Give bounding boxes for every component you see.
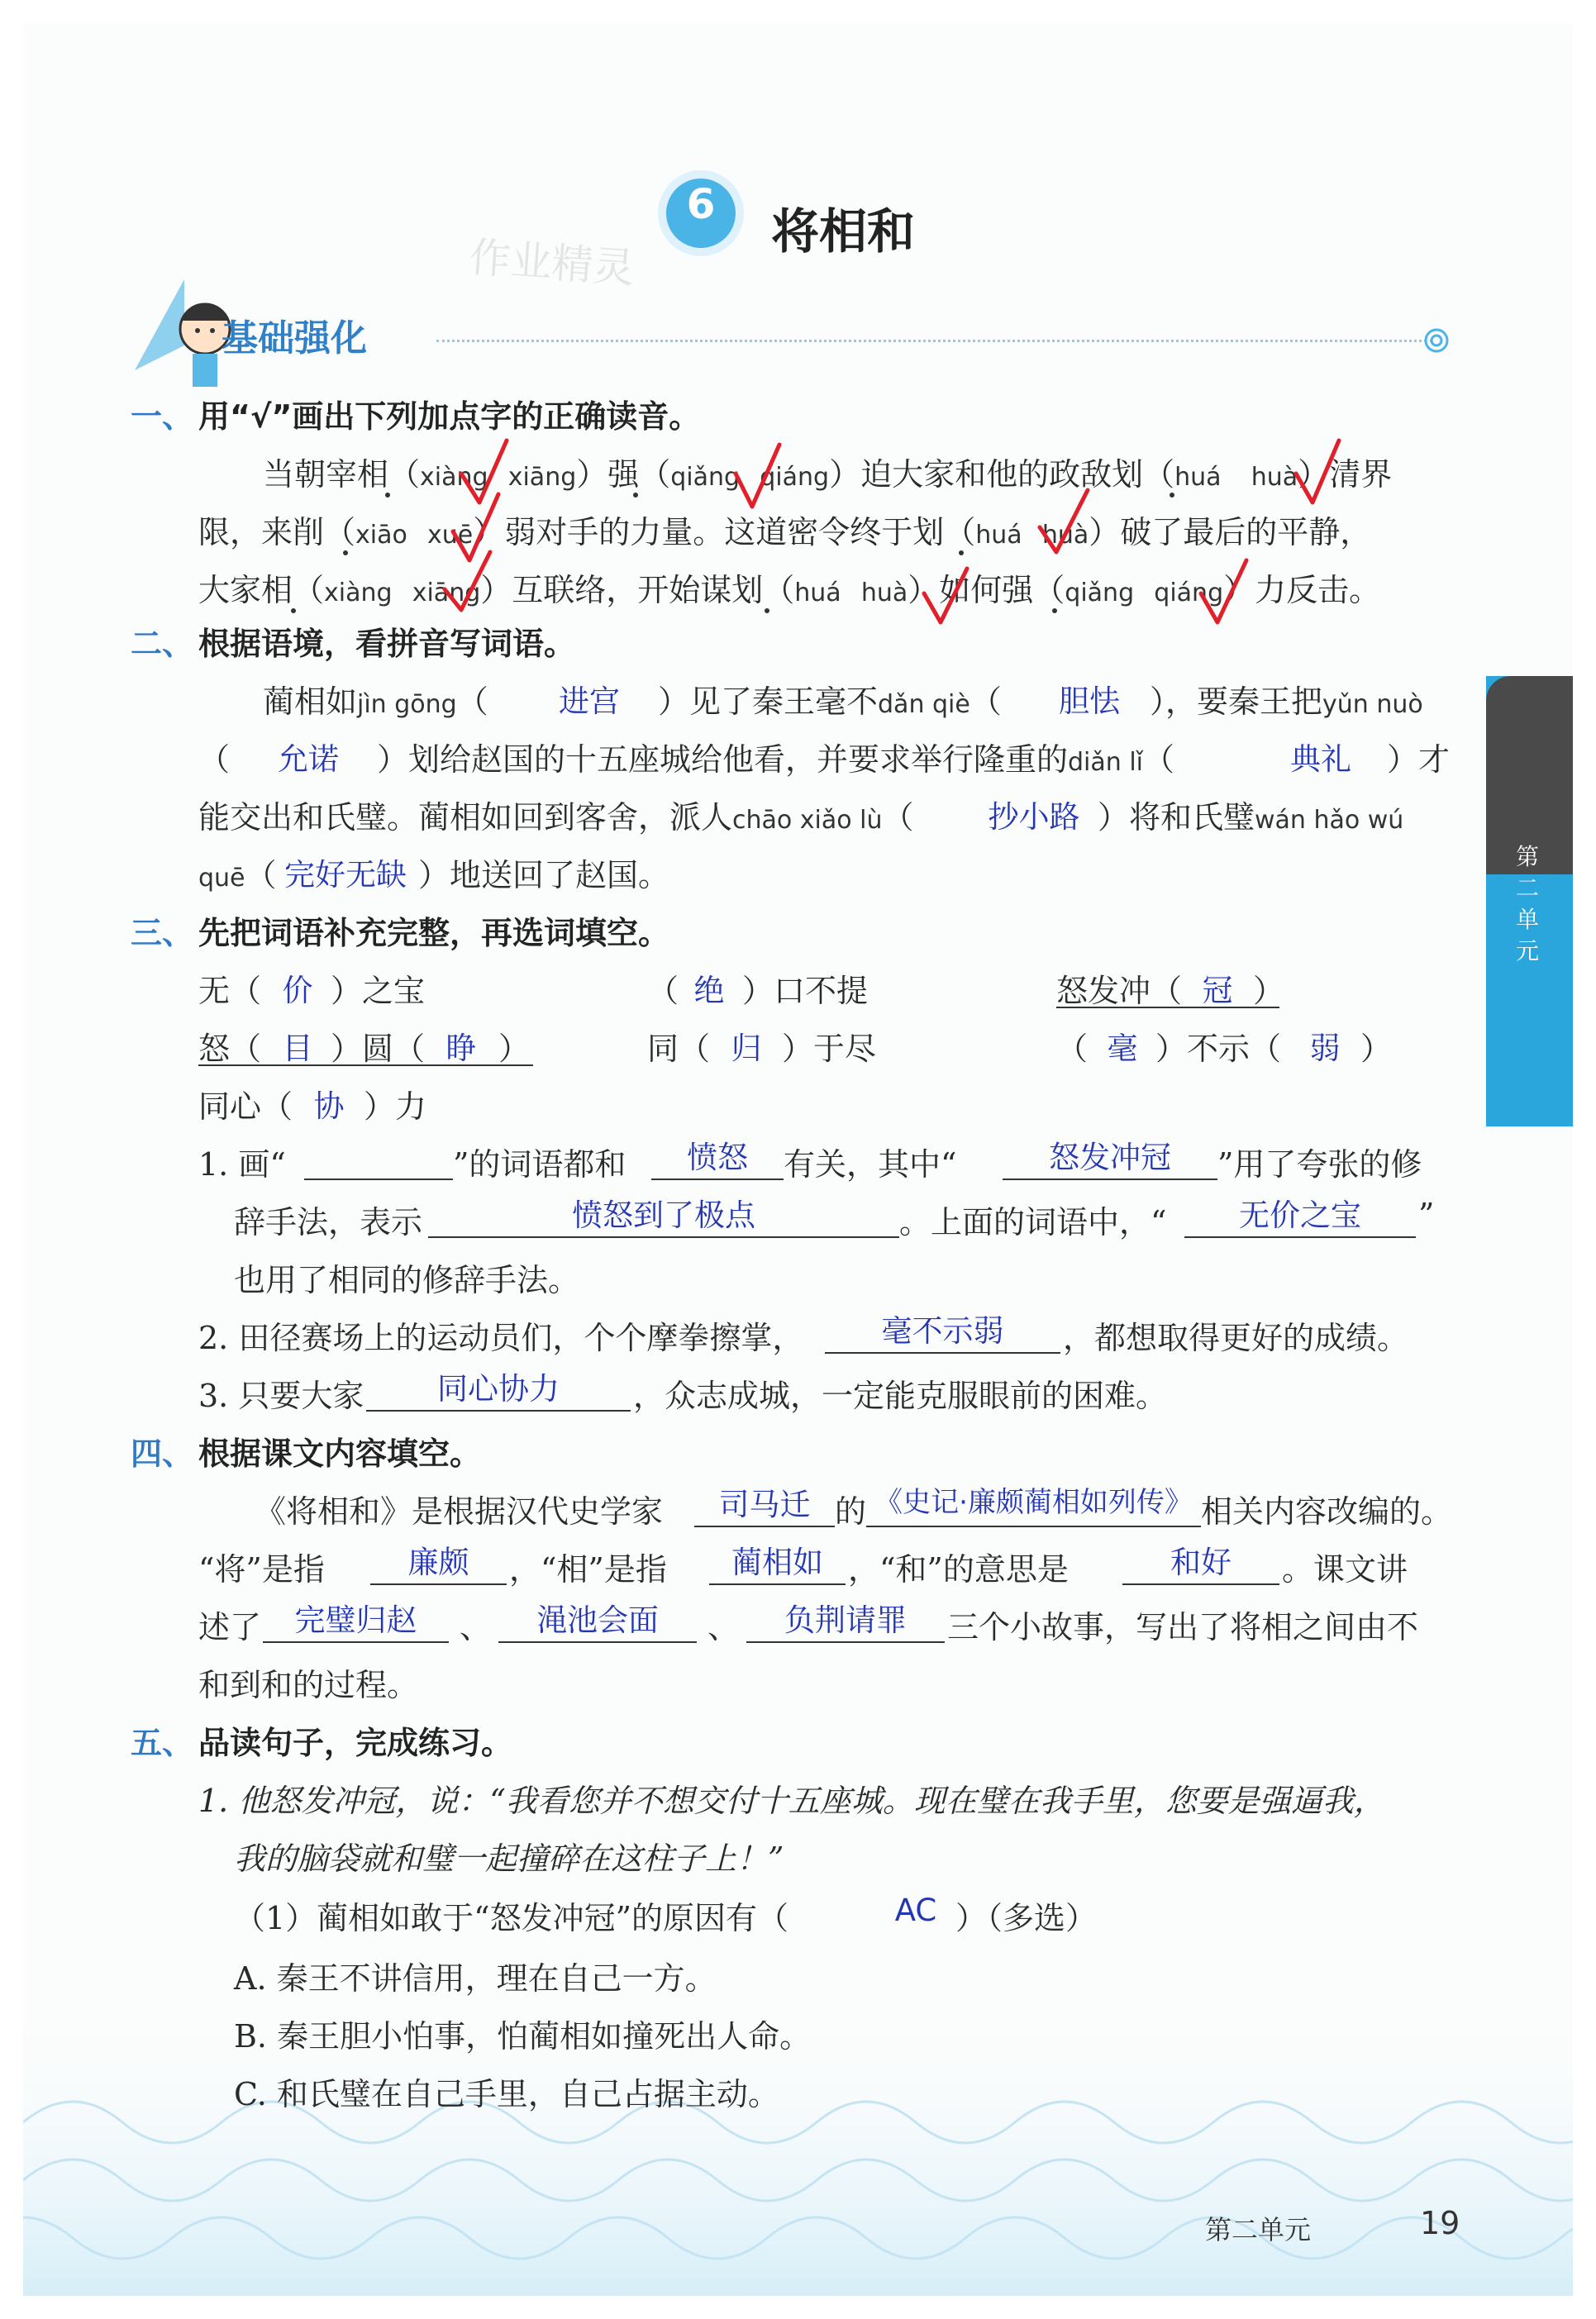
fill-answer: 蔺相如 bbox=[731, 1545, 823, 1580]
idiom-3-answer: 冠 bbox=[1202, 973, 1233, 1008]
idiom-7-prefix: 同心（ bbox=[198, 1088, 293, 1125]
q2-answer-6: 完好无缺 bbox=[284, 857, 407, 893]
idiom-2-prefix: （ bbox=[647, 973, 679, 1009]
fill-answer: 《史记·廉颇蔺相如列传》 bbox=[874, 1486, 1193, 1519]
idiom-4-answer-1: 目 bbox=[282, 1031, 313, 1066]
banner-divider bbox=[436, 340, 1432, 342]
option-a: A. 秦王不讲信用，理在自己一方。 bbox=[234, 1960, 717, 1997]
q5-sub-question: （1）蔺相如敢于“怒发冲冠”的原因有（ bbox=[234, 1900, 789, 1936]
q2-line-4: quē（ bbox=[198, 857, 277, 893]
idiom-2-answer: 绝 bbox=[693, 973, 725, 1008]
fill-answer: 愤怒 bbox=[687, 1140, 748, 1175]
q3-heading: 三、 先把词语补充完整，再选词填空。 bbox=[131, 915, 670, 951]
q2-answer-3: 允诺 bbox=[278, 741, 339, 777]
q1-line-2: 限，来削（xiāo xuē）弱对手的力量。这道密令终于划（huá huà）破了最后的平静， bbox=[198, 514, 1372, 550]
q2-line-3: 能交出和氏璧。蔺相如回到客舍，派人chāo xiǎo lù（ bbox=[198, 799, 914, 836]
fill-answer: 完璧归赵 bbox=[294, 1602, 417, 1638]
fill-answer: 怒发冲冠 bbox=[1049, 1140, 1171, 1175]
unit-side-tab bbox=[1486, 676, 1573, 1126]
idiom-6-prefix: （ bbox=[1056, 1031, 1089, 1067]
idiom-5-prefix: 同（ bbox=[647, 1031, 711, 1067]
idiom-5-answer: 归 bbox=[731, 1031, 762, 1066]
q5-heading: 五、 品读句子，完成练习。 bbox=[131, 1725, 513, 1761]
footer-unit: 第二单元 bbox=[1205, 2214, 1312, 2245]
q5-quote-line-2: 我的脑袋就和璧一起撞碎在这柱子上！” bbox=[234, 1840, 784, 1877]
fill-answer: 无价之宝 bbox=[1239, 1198, 1361, 1233]
fill-answer: 同心协力 bbox=[437, 1371, 560, 1407]
idiom-1-answer: 价 bbox=[282, 973, 313, 1008]
idiom-6-answer-2: 弱 bbox=[1309, 1031, 1341, 1066]
q2-answer-2: 胆怯 bbox=[1059, 683, 1120, 719]
watermark: 作业精灵 bbox=[467, 233, 636, 293]
q4-heading: 四、 根据课文内容填空。 bbox=[131, 1436, 482, 1472]
q2-answer-1: 进宫 bbox=[559, 683, 620, 719]
page-number: 19 bbox=[1420, 2205, 1460, 2241]
workbook-page: 第 二 单 元 6 将相和 作业精灵 基础强化 一、 用“√”画出下列加点字的正确读音。 当朝宰相（xiàng xiāng）强（qiǎng qiáng）迫大家和他的政敌划（huá huà）清界 限，来削（xiāo xuē）弱对手的力量。这道密令终于划（huá huà）破了最后的平静， 大家相（xiàng xiāng）互联络，开始谋划（huá huà）如何强（qiǎng qiáng）力反击。 二、 根据语境，看拼音写词语。 蔺相如jìn gōng（ 进宫 ）见了秦王毫不dǎn qiè（ 胆怯 ），要秦王把yǔn nuò （ 允诺 ）划给赵国的十五座城给他看，并要求举行隆重的diǎn lǐ（ 典礼 ）才 能交出和氏璧。蔺相如回到客舍，派人chāo xiǎo lù（ 抄小路 ）将和氏璧wán hǎo wú quē（ 完好无缺 ）地送回了赵国。 三、 先把词语补充完整，再选词填空。 无（ 价 ）之宝 （ 绝 ）口不提 怒发冲（ 冠 ） 怒（ 目 ）圆（ 睁 ） 同（ 归 ）于尽 （ 毫 ）不示（ 弱 ） 同心（ 协 ）力 1. 画“ ”的词语都和 愤怒 有关，其中“ 怒发冲冠 ”用了夸张的修 辞手法，表示 愤怒到了极点 。上面的词语中，“ 无价之宝 ” 也用了相同的修辞手法。 2. 田径赛场上的运动员们，个个摩拳擦掌， 毫不示弱 ，都想取得更好的成绩。 3. 只要大家 同心协力 ，众志成城，一定能克服眼前的困难。 四、 根据课文内容填空。 《将相和》是根据汉代史学家 司马迁 的 《史记·廉颇蔺相如列传》 相关内容改编的。 “将”是指 廉颇 ，“相”是指 蔺相如 ，“和”的意思是 和好 。课文讲 述了 完璧归赵 、 渑池会面 、 负荆请罪 三个小故事，写出了将相之间由不 和到和的过程。 五、 品读句子，完成练习。 1. 他怒发冲冠，说：“我看您并不想交付十五座城。现在璧在我手里，您要是强逼我， 我的脑袋就和璧一起撞碎在这柱子上！” （1）蔺相如敢于“怒发冲冠”的原因有（ AC ）（多选） A. 秦王不讲信用，理在自己一方。 B. 秦王胆小怕事，怕蔺相如撞死出人命。 C. 和氏璧在自己手里，自己占据主动。 第二单元 19 bbox=[23, 23, 1573, 2296]
q2-line-1: 蔺相如jìn gōng（ bbox=[263, 683, 488, 720]
q1-line-1: 当朝宰相（xiàng xiāng）强（qiǎng qiáng）迫大家和他的政敌划（huá huà）清界 bbox=[263, 456, 1393, 493]
q5-sub-answer: AC bbox=[894, 1893, 937, 1928]
q5-quote-line-1: 1. 他怒发冲冠，说：“我看您并不想交付十五座城。现在璧在我手里，您要是强逼我， bbox=[198, 1783, 1385, 1819]
idiom-1-prefix: 无（ bbox=[198, 973, 262, 1009]
option-c: C. 和氏璧在自己手里，自己占据主动。 bbox=[234, 2076, 779, 2112]
unit-side-label: 第 二 单 元 bbox=[1515, 843, 1539, 964]
option-b: B. 秦王胆小怕事，怕蔺相如撞死出人命。 bbox=[234, 2018, 812, 2055]
lesson-title: 将相和 bbox=[771, 203, 916, 260]
fill-answer: 毫不示弱 bbox=[881, 1313, 1004, 1349]
fill-answer: 司马迁 bbox=[718, 1487, 811, 1522]
spiral-icon bbox=[1420, 324, 1453, 357]
q2-answer-5: 抄小路 bbox=[988, 799, 1080, 835]
idiom-4-prefix: 怒（ bbox=[198, 1031, 262, 1067]
idiom-3-prefix: 怒发冲（ bbox=[1056, 973, 1183, 1009]
fill-answer: 愤怒到了极点 bbox=[572, 1198, 755, 1233]
q2-heading: 二、 根据语境，看拼音写词语。 bbox=[131, 626, 576, 662]
lesson-number: 6 bbox=[686, 180, 716, 228]
q1-heading: 一、 用“√”画出下列加点字的正确读音。 bbox=[131, 398, 701, 435]
fill-answer: 负荆请罪 bbox=[784, 1602, 907, 1638]
q2-answer-4: 典礼 bbox=[1290, 741, 1351, 777]
idiom-4-answer-2: 睁 bbox=[445, 1031, 477, 1066]
fill-answer: 廉颇 bbox=[407, 1545, 469, 1580]
section-banner: 基础强化 bbox=[222, 317, 367, 360]
fill-answer: 渑池会面 bbox=[536, 1602, 659, 1638]
idiom-6-answer-1: 毫 bbox=[1107, 1031, 1138, 1066]
q2-line-2: （ bbox=[198, 741, 231, 778]
q1-line-3: 大家相（xiàng xiāng）互联络，开始谋划（huá huà）如何强（qiǎng qiáng）力反击。 bbox=[198, 572, 1381, 608]
fill-answer: 和好 bbox=[1170, 1545, 1232, 1580]
idiom-7-answer: 协 bbox=[313, 1088, 345, 1124]
